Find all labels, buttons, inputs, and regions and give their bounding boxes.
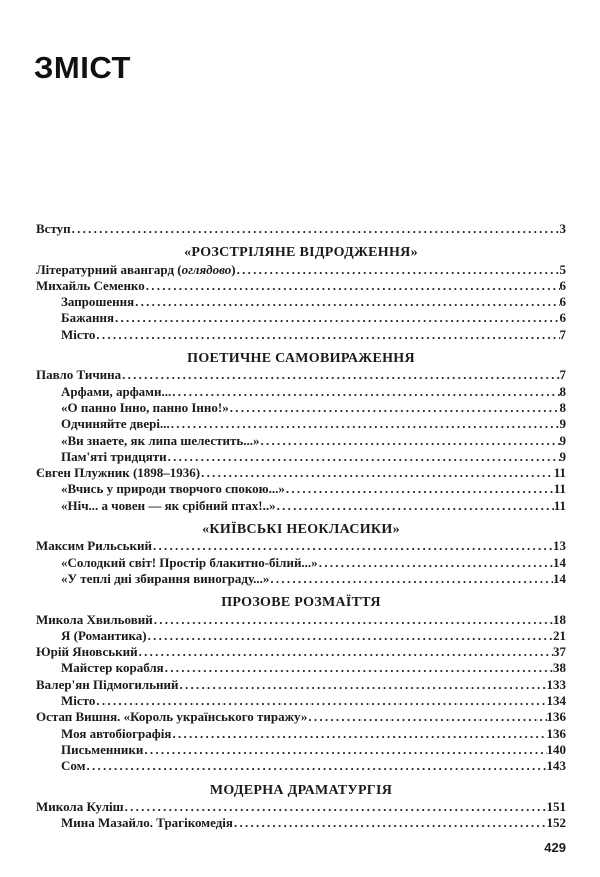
entry-title-text: Сом	[61, 758, 86, 774]
dot-leader	[236, 262, 560, 278]
entry-title	[36, 465, 200, 481]
entry-page: 7	[559, 367, 566, 383]
toc-entry	[36, 327, 566, 343]
dot-leader	[285, 481, 554, 497]
toc-entry	[36, 465, 566, 481]
toc-entry	[36, 294, 566, 310]
entry-title	[61, 758, 86, 774]
toc-entry	[36, 498, 566, 514]
entry-page: 136	[546, 725, 566, 741]
entry-title-text: Майстер корабля	[61, 660, 164, 676]
section-heading: МОДЕРНА ДРАМАТУРГІЯ	[209, 782, 393, 798]
dot-leader	[153, 612, 553, 628]
dot-leader	[233, 815, 547, 831]
dot-leader	[86, 758, 547, 774]
entry-title-text: Одчиняйте двері...	[61, 416, 170, 432]
entry-title-text: Мина Мазайло. Трагікомедія	[61, 815, 233, 831]
entry-title-text: Письменники	[61, 741, 144, 757]
entry-title	[36, 677, 178, 693]
toc-entry	[36, 555, 566, 571]
toc-entry	[36, 758, 566, 774]
entry-page: 14	[553, 554, 566, 570]
dot-leader	[307, 709, 546, 725]
entry-title	[36, 799, 124, 815]
entry-title-text: Літературний авангард (	[36, 261, 182, 277]
entry-page: 151	[546, 798, 566, 814]
toc-entry	[36, 660, 566, 676]
section-heading: ПРОЗОВЕ РОЗМАЇТТЯ	[221, 595, 381, 611]
toc-entry	[36, 262, 566, 278]
dot-leader	[269, 571, 553, 587]
dot-leader	[71, 221, 560, 237]
dot-leader	[134, 294, 559, 310]
entry-title-text: «О панно Інно, панно Інно!»	[61, 399, 229, 415]
dot-leader	[124, 799, 547, 815]
dot-leader	[138, 644, 553, 660]
dot-leader	[276, 498, 554, 514]
entry-title	[61, 400, 229, 416]
entry-page: 9	[559, 416, 566, 432]
entry-title-text: «Вчись у природи творчого спокою...»	[61, 481, 285, 497]
entry-page: 9	[559, 432, 566, 448]
dot-leader	[95, 693, 546, 709]
entry-title-text: Моя автобіографія	[61, 725, 172, 741]
entry-page: 136	[546, 709, 566, 725]
dot-leader	[200, 465, 554, 481]
entry-page: 133	[546, 676, 566, 692]
dot-leader	[318, 555, 553, 571]
dot-leader	[259, 433, 559, 449]
entry-title	[36, 367, 121, 383]
toc-entry	[36, 367, 566, 383]
entry-title-text: Остап Вишня. «Король українського тиражу»	[36, 709, 308, 725]
entry-title-text: Павло Тичина	[36, 367, 122, 383]
entry-page: 6	[559, 277, 566, 293]
entry-title-text: Максим Рильський	[36, 538, 153, 554]
toc-entry	[36, 742, 566, 758]
entry-title	[61, 294, 134, 310]
entry-title	[61, 660, 164, 676]
entry-page: 11	[553, 465, 566, 481]
entry-title-text: «Ніч... а човен — як срібний птах!..»	[61, 497, 276, 513]
toc-entry-intro	[36, 221, 566, 237]
toc-entry	[36, 278, 566, 294]
entry-page: 14	[553, 570, 566, 586]
dot-leader	[143, 742, 546, 758]
entry-title-text: Михайль Семенко	[36, 277, 145, 293]
entry-title-text: «Ви знаете, як липа шелестить...»	[61, 432, 260, 448]
entry-title	[61, 416, 170, 432]
entry-page: 8	[559, 383, 566, 399]
entry-page: 6	[559, 294, 566, 310]
toc-entry	[36, 433, 566, 449]
entry-title-text: Микола Куліш	[36, 798, 124, 814]
entry-title-text: Бажання	[61, 310, 115, 326]
entry-page: 18	[553, 611, 566, 627]
entry-title	[36, 538, 152, 554]
entry-title	[61, 628, 147, 644]
entry-page: 38	[553, 660, 566, 676]
entry-page: 8	[559, 399, 566, 415]
entry-title	[61, 327, 95, 343]
dot-leader	[229, 400, 560, 416]
entry-title	[36, 612, 153, 628]
entry-title	[61, 433, 259, 449]
toc-entry	[36, 571, 566, 587]
entry-page: 3	[559, 221, 566, 236]
entry-title-text: Микола Хвильовий	[36, 611, 153, 627]
entry-title	[61, 555, 318, 571]
entry-title	[61, 384, 171, 400]
entry-title-suffix: )	[231, 261, 236, 277]
entry-title-italic: оглядово	[181, 261, 232, 277]
dot-leader	[171, 726, 546, 742]
entry-title-text: Пам'яті тридцяти	[61, 448, 167, 464]
dot-leader	[152, 538, 553, 554]
entry-page: 9	[559, 448, 566, 464]
dot-leader	[178, 677, 546, 693]
entry-page: 11	[553, 481, 566, 497]
section-heading: «РОЗСТРІЛЯНЕ ВІДРОДЖЕННЯ»	[184, 245, 418, 261]
page-title: ЗМІСТ	[34, 50, 131, 85]
toc-entry	[36, 628, 566, 644]
toc-entry	[36, 384, 566, 400]
toc-entry	[36, 400, 566, 416]
toc-entry	[36, 709, 566, 725]
entry-page: 21	[553, 627, 566, 643]
toc-entry	[36, 612, 566, 628]
toc-entry	[36, 677, 566, 693]
entry-page: 5	[559, 261, 566, 277]
section-heading: ПОЕТИЧНЕ САМОВИРАЖЕННЯ	[187, 351, 415, 367]
entry-title-text: Валер'ян Підмогильний	[36, 676, 179, 692]
entry-page: 7	[559, 326, 566, 342]
toc-entry	[36, 644, 566, 660]
entry-title: Вступ	[36, 221, 71, 236]
toc-entry	[36, 416, 566, 432]
entry-title-text: «У теплі дні збирання винограду...»	[61, 570, 270, 586]
entry-title	[61, 815, 233, 831]
entry-title	[61, 726, 171, 742]
dot-leader	[164, 660, 553, 676]
entry-title-text: Місто	[61, 326, 96, 342]
entry-title-text: Юрій Яновський	[36, 644, 138, 660]
entry-page: 13	[553, 538, 566, 554]
entry-title	[61, 571, 269, 587]
entry-page: 37	[553, 644, 566, 660]
entry-page: 140	[546, 741, 566, 757]
entry-title-text: Запрошення	[61, 294, 135, 310]
toc-entry	[36, 693, 566, 709]
entry-title-text: Євген Плужник (1898–1936)	[36, 465, 201, 481]
toc-entry	[36, 799, 566, 815]
entry-title	[61, 310, 114, 326]
entry-title	[61, 481, 285, 497]
dot-leader	[145, 278, 560, 294]
entry-title	[36, 644, 138, 660]
entry-page: 143	[546, 758, 566, 774]
entry-title-text: «Солодкий світ! Простір блакитно-білий...»	[61, 554, 318, 570]
entry-title	[36, 262, 236, 278]
dot-leader	[114, 310, 559, 326]
toc-entry	[36, 538, 566, 554]
page-number: 429	[544, 840, 566, 855]
entry-page: 6	[559, 310, 566, 326]
toc-entry	[36, 726, 566, 742]
entry-title	[61, 498, 276, 514]
dot-leader	[167, 449, 560, 465]
dot-leader	[95, 327, 559, 343]
entry-title	[61, 693, 95, 709]
toc-entry	[36, 449, 566, 465]
entry-page: 152	[546, 815, 566, 831]
entry-title	[61, 742, 143, 758]
section-heading: «КИЇВСЬКІ НЕОКЛАСИКИ»	[202, 522, 400, 538]
entry-title	[36, 278, 145, 294]
entry-title	[36, 709, 307, 725]
entry-title-text: Місто	[61, 693, 96, 709]
entry-page: 134	[546, 693, 566, 709]
toc-entry	[36, 310, 566, 326]
dot-leader	[121, 367, 559, 383]
table-of-contents	[36, 221, 566, 831]
dot-leader	[171, 384, 559, 400]
entry-title	[61, 449, 167, 465]
toc-entry	[36, 481, 566, 497]
toc-entry	[36, 815, 566, 831]
dot-leader	[147, 628, 553, 644]
entry-title-text: Я (Романтика)	[61, 627, 147, 643]
entry-page: 11	[553, 497, 566, 513]
entry-title-text: Арфами, арфами...	[61, 383, 172, 399]
dot-leader	[170, 416, 560, 432]
